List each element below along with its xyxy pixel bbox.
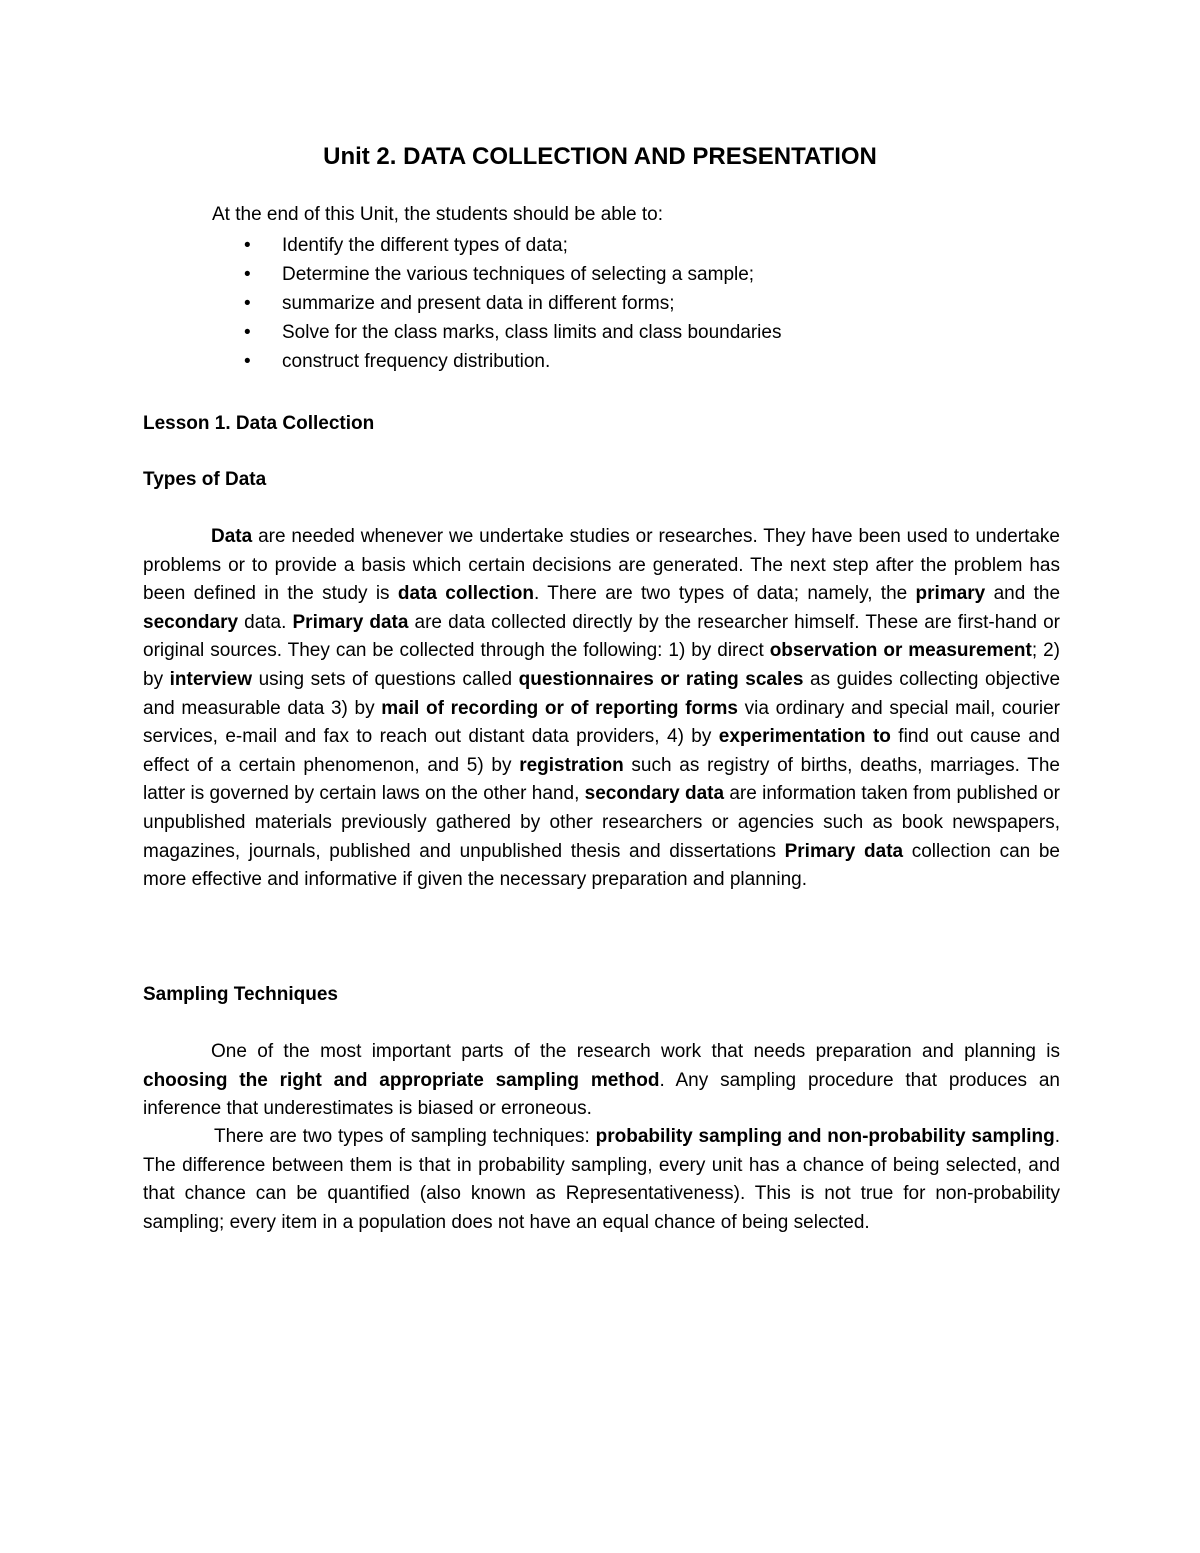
list-item (244, 260, 1084, 289)
sampling-techniques-heading: Sampling Techniques (143, 984, 338, 1005)
list-item (244, 231, 1084, 260)
objective-text: Solve for the class marks, class limits and class boundaries (282, 322, 782, 343)
objective-text: summarize and present data in different forms; (282, 293, 675, 314)
objective-text: construct frequency distribution. (282, 351, 551, 372)
types-of-data-heading: Types of Data (143, 469, 267, 490)
bullet-icon: • (244, 322, 251, 343)
list-item (244, 289, 1084, 318)
bullet-icon: • (244, 351, 251, 372)
bullet-icon: • (244, 264, 251, 285)
unit-title: Unit 2. DATA COLLECTION AND PRESENTATION (323, 143, 877, 170)
objectives-list (244, 231, 1084, 376)
sampling-paragraph-1: One of the most important parts of the research work that needs preparation and planning is choosing the right and appropriate sampling method. Any sampling procedure that produces an inference that underestimates is biased or erroneous. (143, 1041, 1060, 1120)
types-of-data-paragraph: Data are needed whenever we undertake studies or researches. They have been used to undertake problems or to provide a basis which certain decisions are generated. The next step after the problem has been defined in the study is data collection. There are two types of data; namely, the primary and the secondary data. Primary data are data collected directly by the researcher himself. These are first-hand or original sources. They can be collected through the following: 1) by direct observation or measurement; 2) by interview using sets of questions called questionnaires or rating scales as guides collecting objective and measurable data 3) by mail of recording or of reporting forms via ordinary and special mail, courier services, e-mail and fax to reach out distant data providers, 4) by experimentation to find out cause and effect of a certain phenomenon, and 5) by registration such as registry of births, deaths, marriages. The latter is governed by certain laws on the other hand, secondary data are information taken from published or unpublished materials previously gathered by other researchers or agencies such as book newspapers, magazines, journals, published and unpublished thesis and dissertations Primary data collection can be more effective and informative if given the necessary preparation and planning. (143, 526, 1061, 891)
objective-text: Identify the different types of data; (282, 235, 568, 256)
list-item (244, 347, 1084, 376)
bullet-icon: • (244, 235, 251, 256)
bullet-icon: • (244, 293, 251, 314)
intro-text: At the end of this Unit, the students should be able to: (212, 204, 664, 225)
sampling-paragraph-2: There are two types of sampling techniques: probability sampling and non-probability sampling. The difference between them is that in probability sampling, every unit has a chance of being selected, and that chance can be quantified (also known as Representativeness). This is not true for non-probability sampling; every item in a population does not have an equal chance of being selected. (143, 1126, 1060, 1233)
objective-text: Determine the various techniques of selecting a sample; (282, 264, 755, 285)
lesson-heading: Lesson 1. Data Collection (143, 413, 375, 434)
list-item (244, 318, 1084, 347)
